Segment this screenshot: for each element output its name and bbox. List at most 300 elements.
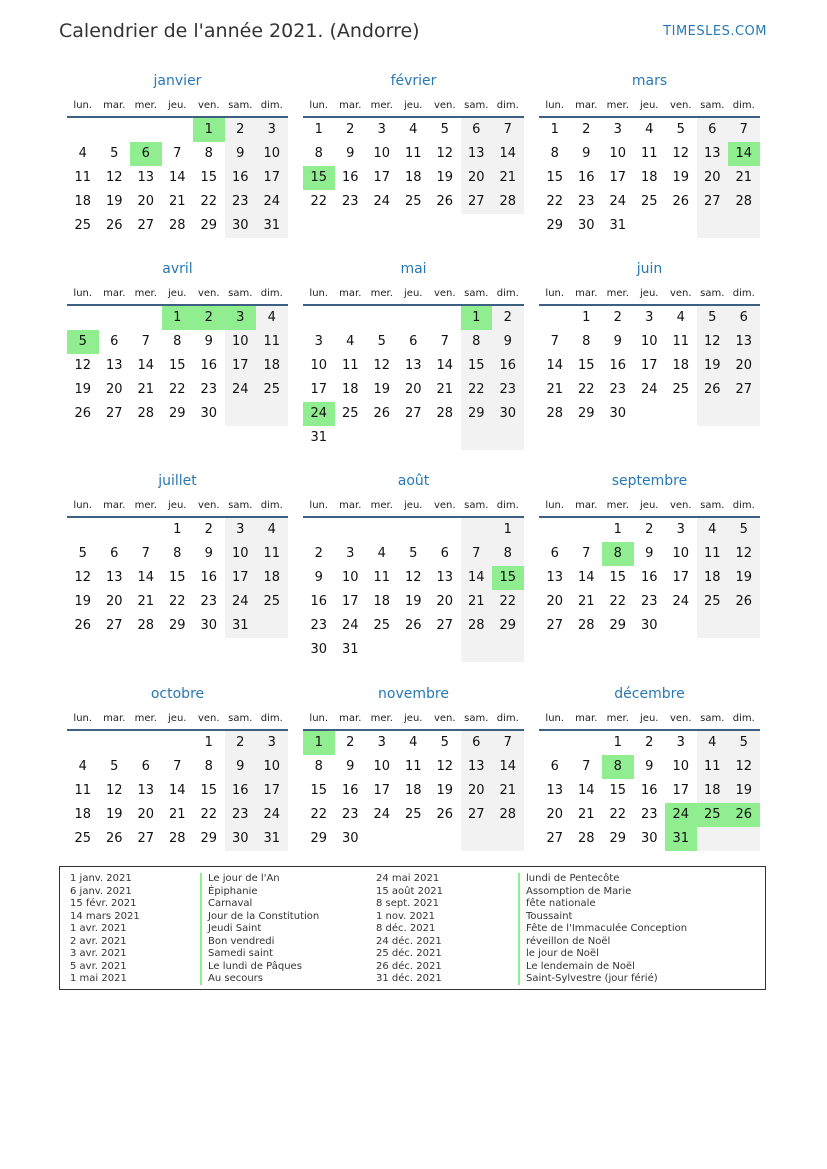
- day-cell[interactable]: 24: [231, 594, 249, 609]
- day-cell[interactable]: 30: [341, 831, 359, 846]
- day-cell[interactable]: 19: [105, 194, 123, 209]
- day-cell[interactable]: 19: [436, 783, 454, 798]
- day-cell[interactable]: 15: [310, 783, 328, 798]
- day-cell[interactable]: 4: [708, 522, 717, 537]
- day-cell[interactable]: 21: [735, 170, 753, 185]
- day-cell[interactable]: 14: [436, 358, 454, 373]
- holiday-day-cell[interactable]: 1: [193, 118, 225, 142]
- holiday-day-cell[interactable]: 1: [303, 731, 335, 755]
- day-cell[interactable]: 22: [310, 807, 328, 822]
- day-cell[interactable]: 6: [708, 122, 717, 137]
- day-cell[interactable]: 2: [503, 310, 512, 325]
- day-cell[interactable]: 23: [499, 382, 517, 397]
- day-cell[interactable]: 22: [499, 594, 517, 609]
- day-cell[interactable]: 16: [200, 358, 218, 373]
- holiday-day-cell[interactable]: 15: [492, 566, 524, 590]
- day-cell[interactable]: 11: [341, 358, 359, 373]
- day-cell[interactable]: 16: [231, 783, 249, 798]
- day-cell[interactable]: 27: [137, 218, 155, 233]
- day-cell[interactable]: 23: [310, 618, 328, 633]
- day-cell[interactable]: 14: [137, 358, 155, 373]
- day-cell[interactable]: 15: [200, 170, 218, 185]
- day-cell[interactable]: 19: [74, 594, 92, 609]
- day-cell[interactable]: 14: [546, 358, 564, 373]
- day-cell[interactable]: 3: [314, 334, 323, 349]
- day-cell[interactable]: 6: [550, 759, 559, 774]
- day-cell[interactable]: 3: [645, 310, 654, 325]
- day-cell[interactable]: 29: [577, 406, 595, 421]
- day-cell[interactable]: 4: [78, 146, 87, 161]
- day-cell[interactable]: 27: [735, 382, 753, 397]
- day-cell[interactable]: 9: [613, 334, 622, 349]
- day-cell[interactable]: 14: [499, 146, 517, 161]
- day-cell[interactable]: 18: [263, 358, 281, 373]
- day-cell[interactable]: 30: [231, 831, 249, 846]
- day-cell[interactable]: 27: [467, 807, 485, 822]
- day-cell[interactable]: 6: [472, 122, 481, 137]
- day-cell[interactable]: 16: [577, 170, 595, 185]
- day-cell[interactable]: 28: [467, 618, 485, 633]
- day-cell[interactable]: 6: [141, 759, 150, 774]
- day-cell[interactable]: 27: [404, 406, 422, 421]
- day-cell[interactable]: 19: [105, 807, 123, 822]
- holiday-day-cell[interactable]: 24: [303, 402, 335, 426]
- day-cell[interactable]: 4: [676, 310, 685, 325]
- day-cell[interactable]: 25: [703, 594, 721, 609]
- day-cell[interactable]: 16: [640, 783, 658, 798]
- day-cell[interactable]: 30: [231, 218, 249, 233]
- day-cell[interactable]: 31: [310, 430, 328, 445]
- day-cell[interactable]: 22: [467, 382, 485, 397]
- day-cell[interactable]: 8: [550, 146, 559, 161]
- day-cell[interactable]: 12: [373, 358, 391, 373]
- day-cell[interactable]: 2: [346, 122, 355, 137]
- day-cell[interactable]: 21: [137, 382, 155, 397]
- day-cell[interactable]: 8: [204, 146, 213, 161]
- day-cell[interactable]: 14: [168, 170, 186, 185]
- day-cell[interactable]: 1: [314, 122, 323, 137]
- day-cell[interactable]: 29: [200, 831, 218, 846]
- day-cell[interactable]: 3: [346, 546, 355, 561]
- day-cell[interactable]: 23: [200, 382, 218, 397]
- day-cell[interactable]: 12: [74, 358, 92, 373]
- day-cell[interactable]: 26: [735, 594, 753, 609]
- day-cell[interactable]: 30: [577, 218, 595, 233]
- day-cell[interactable]: 20: [105, 382, 123, 397]
- day-cell[interactable]: 29: [546, 218, 564, 233]
- day-cell[interactable]: 28: [577, 618, 595, 633]
- day-cell[interactable]: 25: [404, 807, 422, 822]
- day-cell[interactable]: 23: [231, 194, 249, 209]
- day-cell[interactable]: 27: [105, 406, 123, 421]
- day-cell[interactable]: 26: [703, 382, 721, 397]
- day-cell[interactable]: 9: [204, 334, 213, 349]
- day-cell[interactable]: 8: [472, 334, 481, 349]
- day-cell[interactable]: 6: [409, 334, 418, 349]
- day-cell[interactable]: 16: [231, 170, 249, 185]
- day-cell[interactable]: 26: [105, 831, 123, 846]
- day-cell[interactable]: 18: [672, 358, 690, 373]
- day-cell[interactable]: 17: [263, 783, 281, 798]
- day-cell[interactable]: 26: [436, 807, 454, 822]
- day-cell[interactable]: 3: [377, 122, 386, 137]
- day-cell[interactable]: 12: [436, 146, 454, 161]
- day-cell[interactable]: 24: [640, 382, 658, 397]
- day-cell[interactable]: 25: [373, 618, 391, 633]
- day-cell[interactable]: 25: [341, 406, 359, 421]
- day-cell[interactable]: 13: [546, 783, 564, 798]
- day-cell[interactable]: 12: [105, 783, 123, 798]
- day-cell[interactable]: 30: [200, 618, 218, 633]
- day-cell[interactable]: 13: [137, 783, 155, 798]
- day-cell[interactable]: 28: [546, 406, 564, 421]
- day-cell[interactable]: 12: [436, 759, 454, 774]
- day-cell[interactable]: 30: [310, 642, 328, 657]
- day-cell[interactable]: 7: [472, 546, 481, 561]
- day-cell[interactable]: 8: [503, 546, 512, 561]
- holiday-day-cell[interactable]: 5: [67, 330, 99, 354]
- day-cell[interactable]: 27: [105, 618, 123, 633]
- day-cell[interactable]: 8: [173, 334, 182, 349]
- day-cell[interactable]: 2: [645, 522, 654, 537]
- day-cell[interactable]: 23: [200, 594, 218, 609]
- day-cell[interactable]: 16: [310, 594, 328, 609]
- day-cell[interactable]: 20: [137, 807, 155, 822]
- day-cell[interactable]: 28: [137, 618, 155, 633]
- day-cell[interactable]: 22: [200, 194, 218, 209]
- day-cell[interactable]: 20: [105, 594, 123, 609]
- day-cell[interactable]: 22: [168, 382, 186, 397]
- day-cell[interactable]: 9: [582, 146, 591, 161]
- day-cell[interactable]: 26: [74, 618, 92, 633]
- day-cell[interactable]: 15: [577, 358, 595, 373]
- day-cell[interactable]: 18: [404, 170, 422, 185]
- day-cell[interactable]: 9: [236, 146, 245, 161]
- day-cell[interactable]: 2: [582, 122, 591, 137]
- day-cell[interactable]: 11: [703, 759, 721, 774]
- day-cell[interactable]: 2: [645, 735, 654, 750]
- day-cell[interactable]: 13: [467, 759, 485, 774]
- day-cell[interactable]: 7: [503, 735, 512, 750]
- day-cell[interactable]: 22: [168, 594, 186, 609]
- day-cell[interactable]: 27: [546, 618, 564, 633]
- holiday-day-cell[interactable]: 14: [728, 142, 760, 166]
- day-cell[interactable]: 28: [499, 807, 517, 822]
- day-cell[interactable]: 3: [613, 122, 622, 137]
- day-cell[interactable]: 10: [231, 334, 249, 349]
- day-cell[interactable]: 5: [377, 334, 386, 349]
- day-cell[interactable]: 29: [609, 618, 627, 633]
- day-cell[interactable]: 30: [499, 406, 517, 421]
- day-cell[interactable]: 1: [503, 522, 512, 537]
- day-cell[interactable]: 11: [263, 334, 281, 349]
- day-cell[interactable]: 30: [609, 406, 627, 421]
- day-cell[interactable]: 18: [74, 194, 92, 209]
- day-cell[interactable]: 2: [204, 522, 213, 537]
- day-cell[interactable]: 12: [404, 570, 422, 585]
- day-cell[interactable]: 5: [110, 759, 119, 774]
- day-cell[interactable]: 10: [640, 334, 658, 349]
- day-cell[interactable]: 10: [263, 759, 281, 774]
- day-cell[interactable]: 15: [609, 783, 627, 798]
- day-cell[interactable]: 12: [735, 546, 753, 561]
- day-cell[interactable]: 21: [168, 194, 186, 209]
- holiday-day-cell[interactable]: 24: [665, 803, 697, 827]
- day-cell[interactable]: 20: [467, 783, 485, 798]
- holiday-day-cell[interactable]: 31: [665, 827, 697, 851]
- day-cell[interactable]: 2: [314, 546, 323, 561]
- day-cell[interactable]: 5: [676, 122, 685, 137]
- day-cell[interactable]: 19: [672, 170, 690, 185]
- day-cell[interactable]: 13: [735, 334, 753, 349]
- day-cell[interactable]: 3: [267, 122, 276, 137]
- day-cell[interactable]: 7: [173, 146, 182, 161]
- day-cell[interactable]: 17: [373, 170, 391, 185]
- day-cell[interactable]: 29: [609, 831, 627, 846]
- day-cell[interactable]: 19: [735, 783, 753, 798]
- day-cell[interactable]: 17: [373, 783, 391, 798]
- brand-logo[interactable]: TIMESLES.COM: [663, 24, 767, 39]
- day-cell[interactable]: 30: [640, 618, 658, 633]
- day-cell[interactable]: 11: [74, 783, 92, 798]
- holiday-day-cell[interactable]: 6: [130, 142, 162, 166]
- day-cell[interactable]: 14: [577, 783, 595, 798]
- day-cell[interactable]: 9: [503, 334, 512, 349]
- day-cell[interactable]: 26: [436, 194, 454, 209]
- day-cell[interactable]: 4: [346, 334, 355, 349]
- day-cell[interactable]: 7: [173, 759, 182, 774]
- day-cell[interactable]: 3: [236, 522, 245, 537]
- holiday-day-cell[interactable]: 26: [728, 803, 760, 827]
- day-cell[interactable]: 19: [74, 382, 92, 397]
- day-cell[interactable]: 22: [577, 382, 595, 397]
- day-cell[interactable]: 25: [404, 194, 422, 209]
- day-cell[interactable]: 12: [74, 570, 92, 585]
- day-cell[interactable]: 10: [672, 759, 690, 774]
- day-cell[interactable]: 17: [231, 358, 249, 373]
- day-cell[interactable]: 24: [341, 618, 359, 633]
- day-cell[interactable]: 12: [672, 146, 690, 161]
- day-cell[interactable]: 1: [582, 310, 591, 325]
- day-cell[interactable]: 25: [672, 382, 690, 397]
- day-cell[interactable]: 18: [341, 382, 359, 397]
- day-cell[interactable]: 25: [263, 594, 281, 609]
- day-cell[interactable]: 16: [609, 358, 627, 373]
- day-cell[interactable]: 30: [200, 406, 218, 421]
- day-cell[interactable]: 31: [263, 831, 281, 846]
- day-cell[interactable]: 11: [74, 170, 92, 185]
- day-cell[interactable]: 20: [404, 382, 422, 397]
- day-cell[interactable]: 21: [467, 594, 485, 609]
- day-cell[interactable]: 7: [739, 122, 748, 137]
- day-cell[interactable]: 5: [440, 122, 449, 137]
- day-cell[interactable]: 6: [472, 735, 481, 750]
- day-cell[interactable]: 14: [577, 570, 595, 585]
- day-cell[interactable]: 22: [200, 807, 218, 822]
- day-cell[interactable]: 20: [546, 807, 564, 822]
- day-cell[interactable]: 26: [373, 406, 391, 421]
- day-cell[interactable]: 9: [645, 759, 654, 774]
- day-cell[interactable]: 13: [436, 570, 454, 585]
- day-cell[interactable]: 21: [577, 807, 595, 822]
- day-cell[interactable]: 18: [404, 783, 422, 798]
- day-cell[interactable]: 19: [404, 594, 422, 609]
- day-cell[interactable]: 19: [735, 570, 753, 585]
- day-cell[interactable]: 10: [609, 146, 627, 161]
- day-cell[interactable]: 20: [546, 594, 564, 609]
- day-cell[interactable]: 8: [314, 759, 323, 774]
- day-cell[interactable]: 22: [609, 807, 627, 822]
- day-cell[interactable]: 13: [467, 146, 485, 161]
- day-cell[interactable]: 1: [613, 522, 622, 537]
- day-cell[interactable]: 5: [110, 146, 119, 161]
- day-cell[interactable]: 23: [640, 594, 658, 609]
- day-cell[interactable]: 17: [231, 570, 249, 585]
- day-cell[interactable]: 6: [550, 546, 559, 561]
- day-cell[interactable]: 27: [436, 618, 454, 633]
- day-cell[interactable]: 7: [582, 546, 591, 561]
- day-cell[interactable]: 23: [341, 194, 359, 209]
- day-cell[interactable]: 4: [708, 735, 717, 750]
- day-cell[interactable]: 7: [440, 334, 449, 349]
- day-cell[interactable]: 11: [703, 546, 721, 561]
- day-cell[interactable]: 25: [74, 831, 92, 846]
- day-cell[interactable]: 22: [310, 194, 328, 209]
- day-cell[interactable]: 17: [672, 570, 690, 585]
- day-cell[interactable]: 3: [676, 522, 685, 537]
- day-cell[interactable]: 7: [582, 759, 591, 774]
- day-cell[interactable]: 29: [310, 831, 328, 846]
- day-cell[interactable]: 11: [404, 146, 422, 161]
- day-cell[interactable]: 4: [267, 522, 276, 537]
- day-cell[interactable]: 21: [577, 594, 595, 609]
- day-cell[interactable]: 24: [263, 807, 281, 822]
- day-cell[interactable]: 7: [503, 122, 512, 137]
- day-cell[interactable]: 18: [640, 170, 658, 185]
- day-cell[interactable]: 20: [137, 194, 155, 209]
- day-cell[interactable]: 6: [440, 546, 449, 561]
- day-cell[interactable]: 10: [373, 759, 391, 774]
- day-cell[interactable]: 28: [577, 831, 595, 846]
- day-cell[interactable]: 17: [263, 170, 281, 185]
- day-cell[interactable]: 23: [609, 382, 627, 397]
- day-cell[interactable]: 4: [267, 310, 276, 325]
- day-cell[interactable]: 15: [609, 570, 627, 585]
- day-cell[interactable]: 14: [137, 570, 155, 585]
- day-cell[interactable]: 3: [267, 735, 276, 750]
- day-cell[interactable]: 11: [373, 570, 391, 585]
- day-cell[interactable]: 20: [735, 358, 753, 373]
- day-cell[interactable]: 29: [168, 618, 186, 633]
- day-cell[interactable]: 28: [436, 406, 454, 421]
- day-cell[interactable]: 6: [739, 310, 748, 325]
- day-cell[interactable]: 4: [409, 122, 418, 137]
- day-cell[interactable]: 14: [467, 570, 485, 585]
- holiday-day-cell[interactable]: 25: [697, 803, 729, 827]
- day-cell[interactable]: 5: [409, 546, 418, 561]
- day-cell[interactable]: 9: [346, 146, 355, 161]
- day-cell[interactable]: 28: [499, 194, 517, 209]
- day-cell[interactable]: 26: [672, 194, 690, 209]
- holiday-day-cell[interactable]: 8: [602, 542, 634, 566]
- day-cell[interactable]: 8: [582, 334, 591, 349]
- day-cell[interactable]: 24: [373, 194, 391, 209]
- day-cell[interactable]: 13: [703, 146, 721, 161]
- day-cell[interactable]: 2: [613, 310, 622, 325]
- day-cell[interactable]: 27: [137, 831, 155, 846]
- day-cell[interactable]: 21: [546, 382, 564, 397]
- day-cell[interactable]: 10: [231, 546, 249, 561]
- day-cell[interactable]: 23: [577, 194, 595, 209]
- day-cell[interactable]: 24: [373, 807, 391, 822]
- day-cell[interactable]: 20: [703, 170, 721, 185]
- day-cell[interactable]: 13: [105, 570, 123, 585]
- day-cell[interactable]: 29: [499, 618, 517, 633]
- day-cell[interactable]: 28: [168, 218, 186, 233]
- day-cell[interactable]: 4: [409, 735, 418, 750]
- day-cell[interactable]: 11: [404, 759, 422, 774]
- day-cell[interactable]: 19: [373, 382, 391, 397]
- day-cell[interactable]: 10: [310, 358, 328, 373]
- day-cell[interactable]: 12: [703, 334, 721, 349]
- day-cell[interactable]: 18: [263, 570, 281, 585]
- holiday-day-cell[interactable]: 1: [461, 306, 493, 330]
- day-cell[interactable]: 9: [645, 546, 654, 561]
- day-cell[interactable]: 4: [377, 546, 386, 561]
- holiday-day-cell[interactable]: 2: [193, 306, 225, 330]
- day-cell[interactable]: 15: [467, 358, 485, 373]
- day-cell[interactable]: 2: [346, 735, 355, 750]
- day-cell[interactable]: 16: [640, 570, 658, 585]
- day-cell[interactable]: 10: [263, 146, 281, 161]
- day-cell[interactable]: 27: [546, 831, 564, 846]
- day-cell[interactable]: 29: [467, 406, 485, 421]
- holiday-day-cell[interactable]: 15: [303, 166, 335, 190]
- day-cell[interactable]: 24: [231, 382, 249, 397]
- day-cell[interactable]: 20: [467, 170, 485, 185]
- day-cell[interactable]: 14: [499, 759, 517, 774]
- day-cell[interactable]: 24: [672, 594, 690, 609]
- day-cell[interactable]: 21: [499, 783, 517, 798]
- day-cell[interactable]: 17: [609, 170, 627, 185]
- day-cell[interactable]: 25: [74, 218, 92, 233]
- day-cell[interactable]: 14: [168, 783, 186, 798]
- day-cell[interactable]: 24: [609, 194, 627, 209]
- holiday-day-cell[interactable]: 3: [225, 306, 257, 330]
- day-cell[interactable]: 31: [341, 642, 359, 657]
- day-cell[interactable]: 8: [173, 546, 182, 561]
- day-cell[interactable]: 8: [204, 759, 213, 774]
- day-cell[interactable]: 17: [672, 783, 690, 798]
- day-cell[interactable]: 21: [499, 170, 517, 185]
- day-cell[interactable]: 7: [141, 334, 150, 349]
- day-cell[interactable]: 13: [546, 570, 564, 585]
- day-cell[interactable]: 11: [640, 146, 658, 161]
- day-cell[interactable]: 5: [440, 735, 449, 750]
- day-cell[interactable]: 21: [436, 382, 454, 397]
- day-cell[interactable]: 28: [168, 831, 186, 846]
- day-cell[interactable]: 3: [377, 735, 386, 750]
- day-cell[interactable]: 10: [341, 570, 359, 585]
- day-cell[interactable]: 4: [78, 759, 87, 774]
- day-cell[interactable]: 12: [105, 170, 123, 185]
- day-cell[interactable]: 5: [739, 522, 748, 537]
- day-cell[interactable]: 11: [263, 546, 281, 561]
- day-cell[interactable]: 30: [640, 831, 658, 846]
- day-cell[interactable]: 13: [105, 358, 123, 373]
- day-cell[interactable]: 11: [672, 334, 690, 349]
- day-cell[interactable]: 18: [703, 783, 721, 798]
